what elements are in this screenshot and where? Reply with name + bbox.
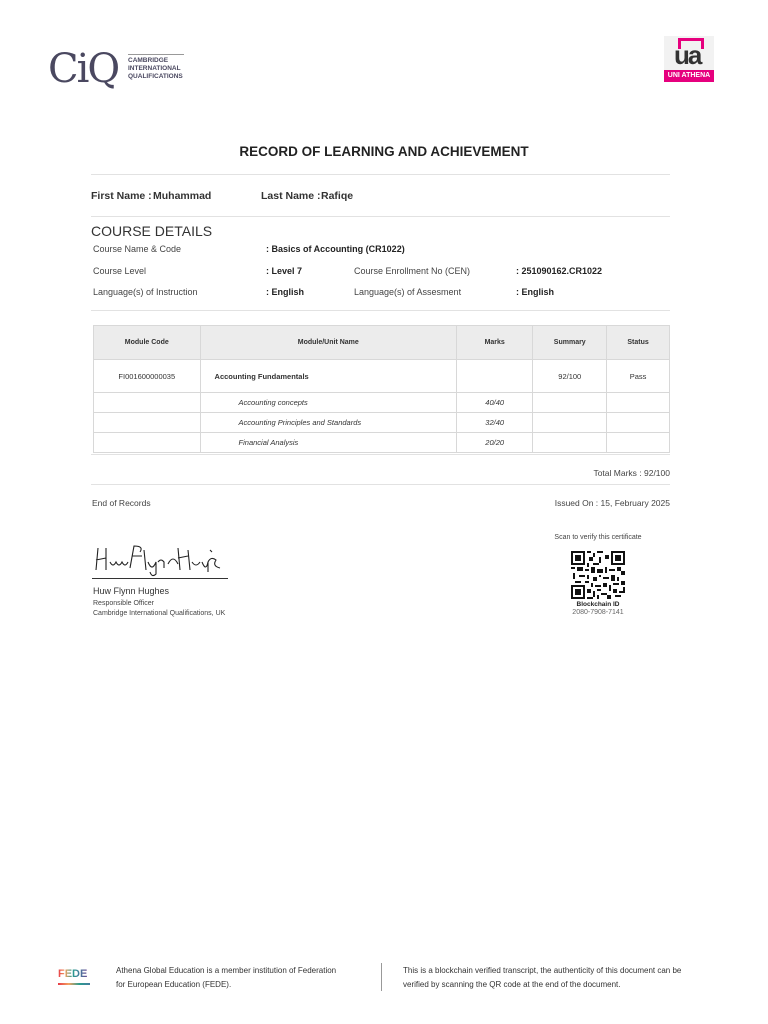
signature-line bbox=[92, 578, 228, 579]
col-module-code: Module Code bbox=[94, 326, 201, 360]
empty-cell bbox=[533, 413, 607, 433]
lang-instruction-value: : English bbox=[266, 287, 304, 297]
blockchain-label: Blockchain ID bbox=[576, 601, 620, 608]
table-row bbox=[94, 393, 670, 413]
footer-left-text bbox=[116, 964, 336, 992]
last-name-value: Rafiqe bbox=[321, 190, 354, 202]
qr-code[interactable] bbox=[571, 551, 625, 599]
col-marks: Marks bbox=[457, 326, 533, 360]
signatory-org: Cambridge International Qualifications, UK bbox=[93, 610, 226, 617]
ciq-logo bbox=[48, 46, 198, 92]
empty-cell bbox=[607, 433, 670, 453]
unit-marks: 20/20 bbox=[457, 433, 533, 453]
fede-logo bbox=[58, 968, 92, 988]
table-row bbox=[94, 433, 670, 453]
divider bbox=[91, 454, 670, 455]
divider bbox=[91, 216, 670, 217]
issued-on: Issued On : 15, February 2025 bbox=[554, 498, 670, 508]
last-name-label: Last Name : bbox=[261, 190, 321, 202]
ciq-letters: CiQ bbox=[48, 46, 119, 92]
cen-value: : 251090162.CR1022 bbox=[516, 266, 603, 276]
unit-name: Accounting concepts bbox=[200, 393, 456, 413]
footer-left-line2: for European Education (FEDE). bbox=[116, 980, 232, 989]
lang-assessment-value: : English bbox=[516, 287, 554, 297]
lang-assessment-label: Language(s) of Assesment bbox=[354, 287, 462, 297]
empty-cell bbox=[94, 393, 201, 413]
empty-cell bbox=[533, 433, 607, 453]
col-status: Status bbox=[607, 326, 670, 360]
course-details-heading: COURSE DETAILS bbox=[91, 223, 213, 239]
cen-label: Course Enrollment No (CEN) bbox=[354, 266, 471, 276]
empty-cell bbox=[607, 413, 670, 433]
end-of-records: End of Records bbox=[92, 498, 151, 508]
empty-cell bbox=[607, 393, 670, 413]
course-level-label: Course Level bbox=[93, 266, 147, 276]
unit-marks: 40/40 bbox=[457, 393, 533, 413]
table-header-row bbox=[94, 326, 670, 360]
uni-athena-logo bbox=[664, 36, 714, 82]
scan-text: Scan to verify this certificate bbox=[554, 534, 642, 541]
col-module-name: Module/Unit Name bbox=[200, 326, 456, 360]
empty-cell bbox=[94, 433, 201, 453]
ua-mark: ua bbox=[674, 40, 701, 70]
course-level-value: : Level 7 bbox=[266, 266, 303, 276]
unit-marks: 32/40 bbox=[457, 413, 533, 433]
signatory-name: Huw Flynn Hughes bbox=[93, 586, 170, 596]
footer-left-line1: Athena Global Education is a member institution of Federation bbox=[116, 966, 337, 975]
footer-right-line2: verified by scanning the QR code at the end of the document. bbox=[403, 980, 621, 989]
blockchain-id: 2080-7908-7141 bbox=[572, 609, 624, 616]
records-table bbox=[93, 325, 670, 453]
ciq-line3: QUALIFICATIONS bbox=[128, 73, 183, 80]
footer-right-text bbox=[403, 964, 681, 992]
module-name: Accounting Fundamentals bbox=[200, 360, 456, 393]
unit-name: Accounting Principles and Standards bbox=[200, 413, 456, 433]
table-row bbox=[94, 413, 670, 433]
first-name-label: First Name : bbox=[91, 190, 152, 202]
footer-right-line1: This is a blockchain verified transcript, the authenticity of this document can be bbox=[403, 966, 682, 975]
total-marks: Total Marks : 92/100 bbox=[593, 468, 670, 478]
footer-divider bbox=[381, 963, 382, 991]
lang-instruction-label: Language(s) of Instruction bbox=[93, 287, 198, 297]
fede-stripe bbox=[58, 983, 90, 985]
empty-cell bbox=[533, 393, 607, 413]
divider bbox=[91, 484, 670, 485]
unit-name: Financial Analysis bbox=[200, 433, 456, 453]
ciq-line2: INTERNATIONAL bbox=[128, 65, 181, 72]
module-status: Pass bbox=[607, 360, 670, 393]
document-title: RECORD OF LEARNING AND ACHIEVEMENT bbox=[239, 144, 529, 159]
divider bbox=[91, 174, 670, 175]
signature-image bbox=[92, 540, 228, 580]
signatory-role: Responsible Officer bbox=[93, 600, 154, 607]
module-marks bbox=[457, 360, 533, 393]
module-summary: 92/100 bbox=[533, 360, 607, 393]
table-row bbox=[94, 360, 670, 393]
ciq-wordmark bbox=[128, 54, 184, 81]
course-name-label: Course Name & Code bbox=[93, 244, 182, 254]
module-code: FI001600000035 bbox=[94, 360, 201, 393]
ua-band: UNI ATHENA bbox=[664, 70, 714, 82]
empty-cell bbox=[94, 413, 201, 433]
course-name-value: : Basics of Accounting (CR1022) bbox=[266, 244, 405, 254]
ciq-line1: CAMBRIDGE bbox=[128, 57, 169, 64]
fede-wordmark: FEDE bbox=[58, 968, 88, 980]
first-name-value: Muhammad bbox=[153, 190, 212, 202]
col-summary: Summary bbox=[533, 326, 607, 360]
divider bbox=[91, 310, 670, 311]
